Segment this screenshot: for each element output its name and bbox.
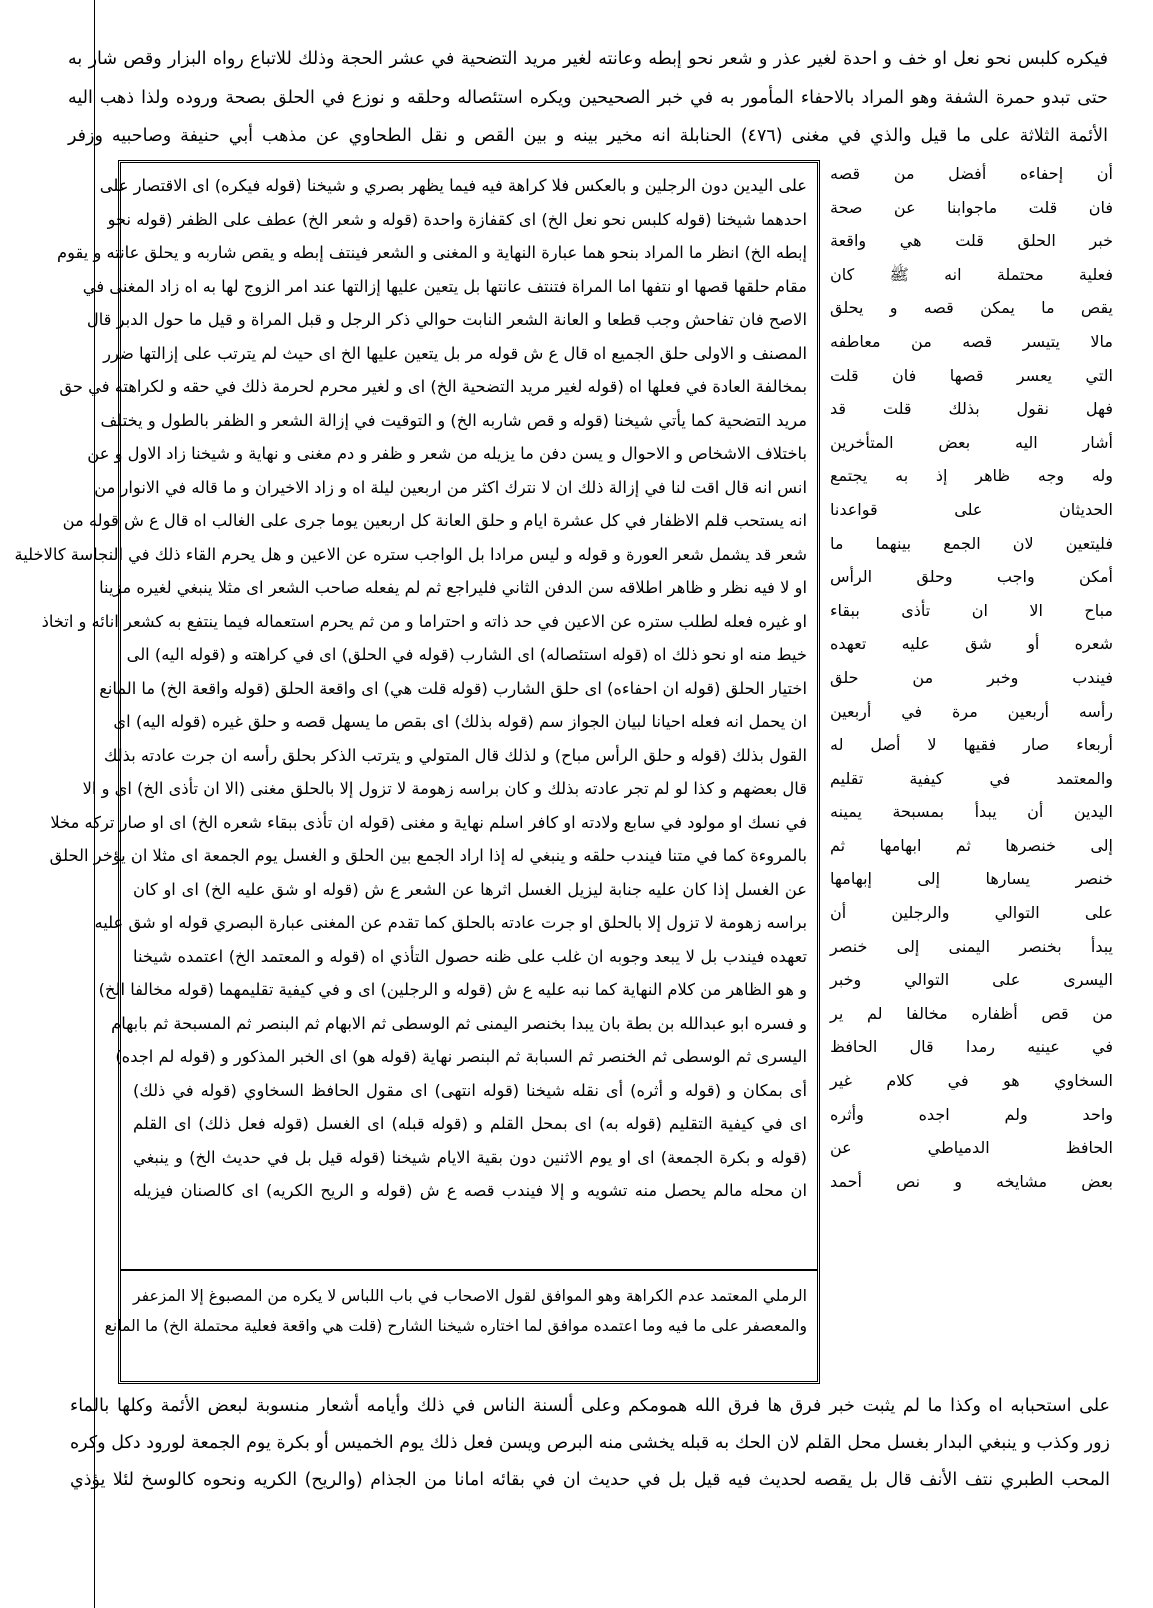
footnote-line: الرملي المعتمد عدم الكراهة وهو الموافق لقول الاصحاب في باب اللباس لا يكره من المصبوغ إلا المزعفر bbox=[133, 1287, 807, 1305]
commentary-box bbox=[14, 160, 820, 1384]
margin-line: اليسرى على التوالي وخبر bbox=[830, 970, 1113, 990]
commentary-line: اختيار الحلق (قوله ان احفاءه) اى حلق الشارب (قوله قلت هي) اى واقعة الحلق (قوله واقعة الخ) ما المانع bbox=[99, 678, 807, 698]
margin-line: الحافظ الدمياطي عن bbox=[830, 1138, 1113, 1158]
commentary-divider bbox=[121, 1269, 817, 1271]
commentary-line: و فسره ابو عبدالله بن بطة بان يبدا بخنصر اليمنى ثم الوسطى ثم الابهام ثم البنصر ثم المسبحة ثم بابهام bbox=[111, 1013, 807, 1033]
commentary-line: انه يستحب قلم الاظفار في كل عشرة ايام و حلق العانة كل اربعين يوما جرى على الغالب اه قال ع ش قوله من bbox=[62, 511, 807, 530]
margin-line: في عينيه رمدا قال الحافظ bbox=[830, 1037, 1113, 1057]
commentary-line: ان يحمل انه فعله احيانا لبيان الجواز سم (قوله بذلك) اى بقص ما يسهل قصه و حلق غيره (قوله اليه) اى bbox=[113, 712, 807, 731]
main-text-line: المحب الطبري نتف الأنف قال بل يقصه لحديث فيه قيل بل في حديث ان في بقائه امانا من الجذام (والريح) الكريه ونحوه كالوسخ لئلا يؤذي bbox=[70, 1470, 1110, 1490]
commentary-line: بالمروءة كما في متنا فيندب حلقه و ينبغي له إذا اراد الجمع بين الحلق و الغسل يوم الجمعة اى مثلا ان يؤخر الحلق bbox=[49, 846, 807, 865]
commentary-line: عن الغسل إذا كان عليه جنابة ليزيل الغسل اثرها عن الشعر ع ش (قوله او شق عليه الخ) اى او كان bbox=[133, 879, 807, 899]
commentary-line: احدهما شيخنا (قوله كلبس نحو نعل الخ) اى كقفازة واحدة (قوله و شعر الخ) عطف على الظفر (قوله نحو bbox=[107, 209, 807, 229]
commentary-line: و هو الظاهر من كلام النهاية كما نبه عليه ع ش (قوله و الرجلين) اى و في كيفية تقليمهما (قوله مخالفا الخ) bbox=[98, 980, 807, 999]
main-text-line: حتى تبدو حمرة الشفة وهو المراد بالاحفاء المأمور به في خبر الصحيحين ويكره استئصاله وحلقه و نوزع في الحلق بصحة وروده ولذا ذهب اليه bbox=[68, 87, 1108, 108]
commentary-line: او غيره فعله لطلب ستره عن الاعين في حد ذاته و احتراما و من ثم يحرم استعماله فيما ينتفع به كشعر انائه و اتخاذ bbox=[41, 611, 807, 631]
commentary-line: على اليدين دون الرجلين و بالعكس فلا كراهة فيه فيما يظهر بصري و شيخنا (قوله فيكره) اى الاقتصار على bbox=[99, 176, 807, 195]
margin-line: أربعاء صار فقيها لا أصل له bbox=[830, 735, 1113, 755]
margin-line: وله وجه ظاهر إذ به يجتمع bbox=[830, 466, 1113, 486]
commentary-line: بمخالفة العادة في فعلها اه (قوله لغير مريد التضحية الخ) اى و لغير محرم لحرمة ذلك في حقه و لكراهته في حق bbox=[59, 377, 807, 396]
main-text-line: فيكره كلبس نحو نعل او خف و احدة لغير عذر و شعر نحو إبطه وعانته لغير مريد التضحية في عشر الحجة وذلك للاتباع رواه البزار وقص شار به bbox=[68, 49, 1108, 69]
margin-line: من قص أظفاره مخالفا لم ير bbox=[830, 1003, 1113, 1023]
commentary-line: إبطه الخ) انظر ما المراد بنحو هما عبارة النهاية و المغنى و الشعر فينتف إبطه و يقص شاربه و يحلق عانته و يقوم bbox=[57, 243, 807, 262]
commentary-line: الاصح فان تفاحش وجب قطعا و العانة الشعر النابت حوالي ذكر الرجل و قبل المراة و قيل ما حول الدبر قال bbox=[86, 310, 807, 329]
commentary-line: شعر قد يشمل شعر العورة و قوله و ليس مرادا بل الواجب ستره عن الاعين و هل يحرم القاء ذلك في النجاسة كالاخلية bbox=[14, 544, 807, 564]
margin-line: يبدأ بخنصر اليمنى إلى خنصر bbox=[830, 936, 1113, 956]
margin-line: فيندب وخبر من حلق bbox=[830, 667, 1113, 687]
margin-line: اليدين أن يبدأ بمسبحة يمينه bbox=[830, 802, 1113, 822]
footnote-line: والمعصفر على ما فيه وما اعتمده موافق لما اختاره شيخنا الشارح (قلت هي واقعة فعلية محتملة الخ) ما المانع bbox=[104, 1317, 807, 1335]
margin-line: فان قلت ماجوابنا عن صحة bbox=[830, 197, 1113, 217]
margin-line: رأسه أربعين مرة في أربعين bbox=[830, 701, 1113, 721]
commentary-line: انس انه قال اقت لنا في إزالة ذلك ان لا نترك اكثر من اربعين ليلة اه و زاد الاخيران و ما قاله في الانوار من bbox=[94, 477, 807, 497]
commentary-line: باختلاف الاشخاص و الاحوال و يسن دفن ما يزيله من شعر و ظفر و دم مغنى و نهاية و شيخنا زاد الاول و عن bbox=[87, 444, 807, 463]
margin-line: فليتعين لان الجمع بينهما ما bbox=[830, 533, 1113, 553]
commentary-line: مقام حلقها قصها او نتفها اما المراة فتنتف عانتها بل يتعين عليها إزالتها عند امر الزوج لها به اه زاد المغنى في bbox=[82, 276, 807, 296]
main-text-line: الأئمة الثلاثة على ما قيل والذي في مغنى (٤٧٦) الحنابلة انه مخير بينه و بين القص و نقل الطحاوي عن مذهب أبي حنيفة وصاحبيه وزفر bbox=[68, 126, 1108, 146]
margin-line: السخاوي هو في كلام غير bbox=[830, 1071, 1113, 1091]
margin-line: خبر الحلق قلت هي واقعة bbox=[830, 231, 1113, 251]
margin-line: الحديثان على قواعدنا bbox=[830, 499, 1113, 519]
margin-line: مالا يتيسر قصه من معاطفه bbox=[830, 331, 1113, 351]
main-text-top bbox=[68, 40, 1108, 156]
margin-line: خنصر يسارها إلى إبهامها bbox=[830, 869, 1113, 889]
main-text-line: على استحبابه اه وكذا ما لم يثبت خبر فرق ها فرق الله همومكم وعلى ألسنة الناس في ذلك وأيامه أشعار منسوبة لبعض الأئمة وكلها بالماء bbox=[70, 1396, 1110, 1416]
commentary-line: ان محله مالم يحصل منه تشويه و إلا فيندب قصه ع ش (قوله و الريح الكريه) اى كالصنان فيزيله bbox=[133, 1181, 807, 1200]
margin-line: مباح الا ان تأذى ببقاء bbox=[830, 600, 1113, 620]
commentary-line: اليسرى ثم الوسطى ثم الخنصر ثم السبابة ثم البنصر نهاية (قوله هو) اى الخبر المذكور و (قوله لم اجده) bbox=[115, 1047, 807, 1066]
margin-line: أن إحفاءه أفضل من قصه bbox=[830, 164, 1113, 183]
commentary-line: براسه زهومة لا تزول إلا بالحلق او جرت عادته بالحلق كما تقدم عن المغنى عبارة البصري قوله او شق عليه bbox=[94, 913, 807, 932]
margin-line: والمعتمد في كيفية تقليم bbox=[830, 768, 1113, 788]
margin-line: على التوالي والرجلين أن bbox=[830, 903, 1113, 923]
margin-line: أمكن واجب وحلق الرأس bbox=[830, 567, 1113, 587]
commentary-line: القول بذلك (قوله و حلق الرأس مباح) و لذلك قال المتولي و يترتب الذكر بحلق رأسه ان جرت عادته بذلك bbox=[103, 745, 807, 765]
margin-line: أشار اليه بعض المتأخرين bbox=[830, 432, 1113, 452]
commentary-line: المصنف و الاولى حلق الجميع اه قال ع ش قوله مر بل يتعين عليها الخ اى حيث لم يترتب على إزالتها ضرر bbox=[103, 343, 807, 363]
commentary-line: مريد التضحية كما يأتي شيخنا (قوله و قص شاربه الخ) و التوقيت في إزالة الشعر و الظفر بالطول و يختلف bbox=[100, 410, 807, 430]
commentary-line: تعهده فيندب بل لا يبعد وجوبه ان غلب على ظنه حصول التأذي اه (قوله و المعتمد الخ) اعتمده شيخنا bbox=[133, 946, 807, 966]
main-text-bottom bbox=[70, 1388, 1110, 1499]
commentary-line: في نسك او مولود في سابع ولادته او كافر اسلم نهاية و مغنى (قوله ان تأذى ببقاء شعره الخ) اى او صار تركه مخلا bbox=[50, 812, 807, 832]
commentary-line: أى بمكان و (قوله و أثره) أى نقله شيخنا (قوله انتهى) اى مقول الحافظ السخاوي (قوله في ذلك) bbox=[133, 1080, 807, 1100]
commentary-line: قال بعضهم و كذا لو لم تجر عادته بذلك و كان براسه زهومة لا تزول إلا بالحلق مغنى (الا ان تأذى الخ) اى و الا bbox=[82, 779, 807, 798]
commentary-main-text bbox=[14, 169, 807, 1208]
margin-line: إلى خنصرها ثم ابهامها ثم bbox=[830, 835, 1113, 855]
commentary-line: (قوله و بكرة الجمعة) اى او يوم الاثنين دون بقية الايام شيخنا (قوله قيل بل في حديث الخ) و ينبغي bbox=[133, 1147, 807, 1167]
margin-line: واحد ولم اجده وأثره bbox=[830, 1104, 1113, 1124]
margin-commentary bbox=[830, 157, 1113, 1198]
margin-line: التي يعسر قصها فان قلت bbox=[830, 365, 1113, 385]
margin-line: فعلية محتملة انه ﷺ كان bbox=[830, 264, 1113, 284]
margin-line: فهل نقول بذلك قلت قد bbox=[830, 399, 1113, 419]
margin-line: شعره أو شق عليه تعهده bbox=[830, 634, 1113, 654]
main-text-line: زور وكذب و ينبغي البدار بغسل محل القلم لان الحك به قبله يخشى منه البرص ويسن فعل ذلك يوم الخميس أو بكرة يوم الجمعة لورود دكل وكره bbox=[70, 1433, 1110, 1453]
margin-line: بعض مشايخه و نص أحمد bbox=[830, 1171, 1113, 1191]
commentary-line: او لا فيه نظر و ظاهر اطلاقه سن الدفن الثاني فليراجع ثم لم يفعله صاحب الشعر اى مثلا ينبغي لغيره مزينا bbox=[99, 578, 807, 597]
margin-line: يقص ما يمكن قصه و يحلق bbox=[830, 298, 1113, 318]
commentary-line: اى في كيفية التقليم (قوله به) اى بمحل القلم و (قوله قبله) اى الغسل (قوله فعل ذلك) اى القلم bbox=[133, 1114, 807, 1133]
commentary-footnote-text bbox=[104, 1281, 807, 1341]
commentary-line: خيط منه او نحو ذلك اه (قوله استئصاله) اى الشارب (قوله في الحلق) اى في كراهته و (قوله اليه) الى bbox=[126, 645, 807, 664]
